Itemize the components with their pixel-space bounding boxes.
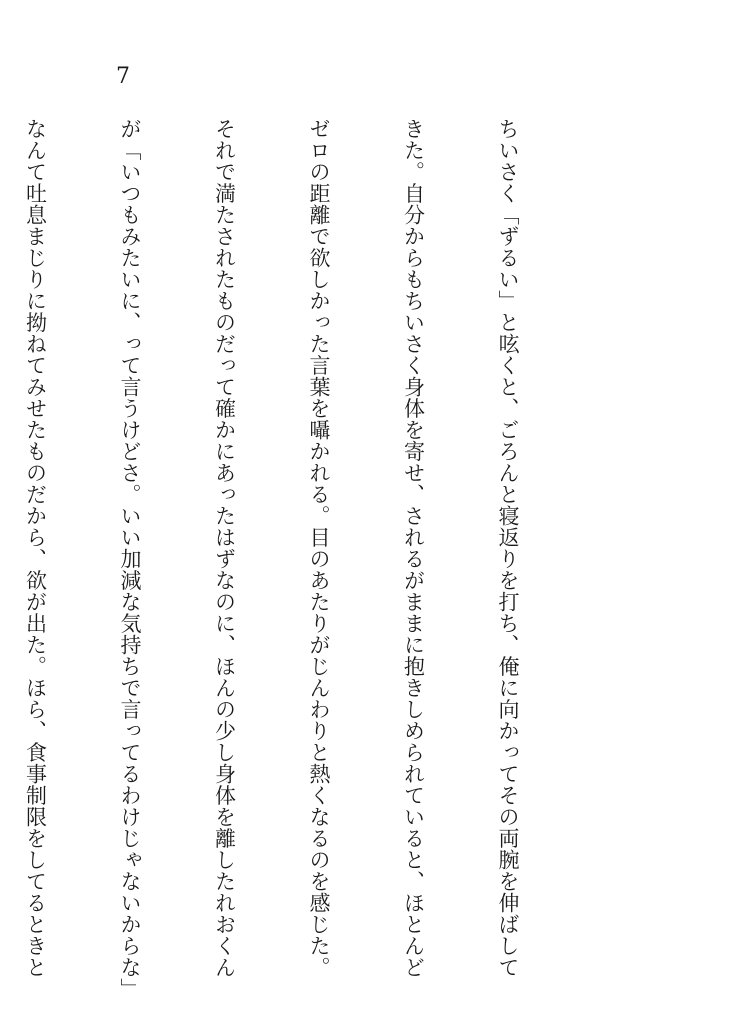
vertical-text-body (0, 118, 586, 1000)
page-number: 7 (116, 64, 130, 89)
text-line: ちいさく「ずるい」と呟くと、ごろんと寝返りを打ち、俺に向かってその両腕を伸ばして (496, 118, 520, 978)
text-line: が「いつもみたいに、って言うけどさ。いい加減な気持ちで言ってるわけじゃないからな」 (118, 118, 142, 1000)
text-line: ゼロの距離で欲しかった言葉を囁かれる。目のあたりがじんわりと熱くなるのを感じた。 (307, 118, 331, 978)
text-line: それで満たされたものだって確かにあったはずなのに、ほんの少し身体を離したれおくん (212, 118, 237, 978)
text-line: なんて吐息まじりに拗ねてみせたものだから、欲が出た。ほら、食事制限をしてるときと (23, 118, 48, 978)
text-line: きた。自分からもちいさく身体を寄せ、されるがままに抱きしめられていると、ほとんど (401, 118, 426, 978)
